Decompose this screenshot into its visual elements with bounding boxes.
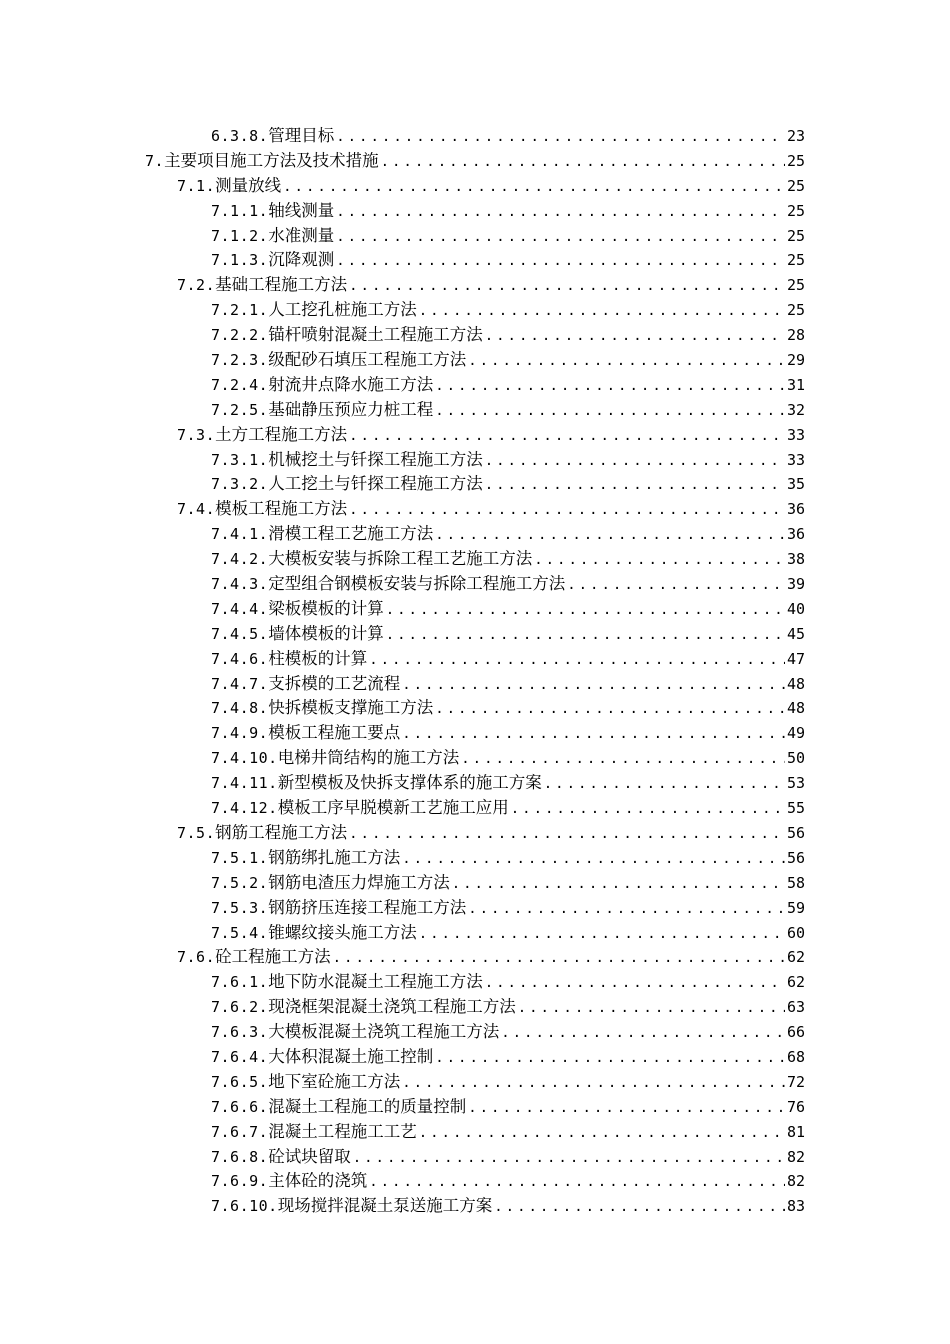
toc-entry[interactable] <box>0 273 950 298</box>
toc-entry-title: 混凝土工程施工工艺 <box>268 1121 417 1141</box>
toc-dot-leader <box>402 673 785 698</box>
toc-entry-title: 钢筋工程施工方法 <box>215 822 348 842</box>
toc-entry-title: 测量放线 <box>215 175 282 195</box>
toc-entry-page-number: 59 <box>786 898 805 917</box>
toc-entry-page-number: 39 <box>786 575 805 594</box>
toc-entry-page-number: 25 <box>786 226 805 245</box>
toc-entry-number: 7.4.8. <box>211 699 269 718</box>
toc-entry[interactable] <box>0 995 950 1020</box>
toc-entry[interactable] <box>0 348 950 373</box>
toc-entry-line <box>211 323 805 349</box>
toc-entry-title: 电梯井筒结构的施工方法 <box>277 748 460 768</box>
toc-entry[interactable] <box>0 373 950 398</box>
toc-entry-number: 7.1.2. <box>211 226 269 245</box>
toc-entry-title: 人工挖土与钎探工程施工方法 <box>268 474 483 494</box>
toc-entry-line <box>211 746 805 772</box>
toc-entry-number: 7.4. <box>177 500 216 519</box>
toc-entry-number: 7.5.1. <box>211 848 269 867</box>
toc-entry-line <box>177 945 805 971</box>
toc-entry-page-number: 35 <box>786 475 805 494</box>
toc-dot-leader <box>485 449 785 474</box>
toc-entry-title: 模板工程施工方法 <box>215 499 348 519</box>
toc-entry-number: 6.3.8. <box>211 127 269 145</box>
toc-entry[interactable] <box>0 696 950 721</box>
toc-entry-line <box>211 1169 805 1195</box>
toc-dot-leader <box>435 374 785 399</box>
toc-entry[interactable] <box>0 224 950 249</box>
toc-entry-number: 7.2.1. <box>211 301 269 320</box>
toc-entry[interactable] <box>0 423 950 448</box>
toc-entry-line <box>211 572 805 598</box>
toc-entry-line <box>211 846 805 872</box>
toc-entry-number: 7.6.9. <box>211 1172 269 1191</box>
toc-dot-leader <box>501 1021 785 1046</box>
toc-entry[interactable] <box>0 323 950 348</box>
toc-entry-title: 模板工序早脱模新工艺施工应用 <box>277 798 509 818</box>
toc-entry-number: 7.4.2. <box>211 550 269 569</box>
toc-dot-leader <box>494 1195 785 1220</box>
toc-entry-title: 现场搅拌混凝土泵送施工方案 <box>277 1196 493 1216</box>
toc-entry-line <box>211 1194 805 1220</box>
toc-dot-leader <box>283 175 785 200</box>
toc-entry-title: 基础静压预应力桩工程 <box>268 399 434 419</box>
toc-entry-title: 大体积混凝土施工控制 <box>268 1046 434 1066</box>
toc-dot-leader <box>353 1146 785 1171</box>
toc-entry-line <box>211 871 805 897</box>
toc-entry-title: 模板工程施工要点 <box>268 723 401 743</box>
toc-entry[interactable] <box>0 796 950 821</box>
toc-entry-line <box>211 298 805 324</box>
toc-entry-line <box>211 398 805 424</box>
toc-entry-page-number: 25 <box>786 276 805 295</box>
toc-entry[interactable] <box>0 846 950 871</box>
toc-entry-page-number: 49 <box>786 724 805 743</box>
toc-entry-page-number: 58 <box>786 873 805 892</box>
toc-entry[interactable] <box>0 1095 950 1120</box>
toc-entry-title: 大模板安装与拆除工程工艺施工方法 <box>268 549 533 569</box>
toc-dot-leader <box>336 225 785 250</box>
toc-entry[interactable] <box>0 597 950 622</box>
toc-entry[interactable] <box>0 672 950 697</box>
toc-entry-line <box>211 248 805 274</box>
toc-entry-line <box>211 1145 805 1171</box>
toc-dot-leader <box>419 922 785 947</box>
toc-entry-line <box>177 423 805 449</box>
toc-entry-line <box>211 597 805 623</box>
toc-entry-number: 7.5.3. <box>211 898 269 917</box>
toc-entry-title: 大模板混凝土浇筑工程施工方法 <box>268 1022 500 1042</box>
toc-entry-line <box>177 497 805 523</box>
toc-entry-page-number: 55 <box>786 799 805 818</box>
toc-entry-title: 墙体模板的计算 <box>268 623 384 643</box>
toc-entry-line <box>211 672 805 698</box>
toc-entry[interactable] <box>0 896 950 921</box>
toc-entry-number: 7.2.5. <box>211 400 269 419</box>
toc-entry-page-number: 60 <box>786 923 805 942</box>
toc-entry[interactable] <box>0 174 950 199</box>
toc-entry-title: 混凝土工程施工的质量控制 <box>268 1096 467 1116</box>
toc-entry-number: 7.2.4. <box>211 375 269 394</box>
toc-entry-title: 管理目标 <box>268 126 335 145</box>
toc-dot-leader <box>461 747 785 772</box>
toc-entry-page-number: 48 <box>786 699 805 718</box>
toc-entry-number: 7.3.2. <box>211 475 269 494</box>
toc-dot-leader <box>402 1071 785 1096</box>
toc-entry[interactable] <box>0 398 950 423</box>
toc-entry[interactable] <box>0 497 950 522</box>
toc-dot-leader <box>369 1170 785 1195</box>
toc-dot-leader <box>386 623 785 648</box>
toc-dot-leader <box>336 125 785 150</box>
toc-entry-line <box>177 821 805 847</box>
toc-entry-page-number: 31 <box>786 375 805 394</box>
toc-entry-line <box>211 622 805 648</box>
toc-entry-number: 7.4.6. <box>211 649 269 668</box>
toc-entry-title: 快拆模板支撑施工方法 <box>268 698 434 718</box>
toc-entry[interactable] <box>0 721 950 746</box>
toc-entry-page-number: 25 <box>786 251 805 270</box>
toc-entry-title: 轴线测量 <box>268 200 335 220</box>
toc-dot-leader <box>435 399 785 424</box>
toc-entry-title: 钢筋电渣压力焊施工方法 <box>268 872 450 892</box>
toc-entry[interactable] <box>0 124 950 149</box>
toc-dot-leader <box>349 424 785 449</box>
toc-entry-page-number: 32 <box>786 400 805 419</box>
toc-entry-title: 锥螺纹接头施工方法 <box>268 922 417 942</box>
toc-entry-number: 7.4.10. <box>211 749 278 768</box>
toc-entry-line <box>211 796 805 822</box>
toc-entry-title: 机械挖土与钎探工程施工方法 <box>268 449 483 469</box>
toc-entry-title: 主体砼的浇筑 <box>268 1171 368 1191</box>
toc-entry-line <box>211 696 805 722</box>
toc-entry[interactable] <box>0 921 950 946</box>
toc-entry-page-number: 53 <box>786 774 805 793</box>
toc-entry[interactable] <box>0 1045 950 1070</box>
toc-entry-number: 7.6.2. <box>211 998 269 1017</box>
toc-dot-leader <box>386 598 785 623</box>
toc-entry[interactable] <box>0 622 950 647</box>
toc-dot-leader <box>435 523 785 548</box>
toc-entry-number: 7.3.1. <box>211 450 269 469</box>
toc-entry-page-number: 38 <box>786 550 805 569</box>
toc-entry-title: 主要项目施工方法及技术措施 <box>164 150 379 170</box>
toc-entry-page-number: 48 <box>786 674 805 693</box>
toc-entry[interactable] <box>0 472 950 497</box>
toc-dot-leader <box>435 1046 785 1071</box>
toc-entry[interactable] <box>0 1194 950 1219</box>
toc-entry-number: 7. <box>145 151 165 170</box>
toc-entry-number: 7.2. <box>177 276 216 295</box>
toc-entry-page-number: 63 <box>786 998 805 1017</box>
toc-entry-line <box>211 522 805 548</box>
toc-dot-leader <box>567 573 785 598</box>
toc-entry-title: 砼试块留取 <box>268 1146 351 1166</box>
toc-entry-title: 水准测量 <box>268 225 335 245</box>
toc-entry[interactable] <box>0 572 950 597</box>
toc-dot-leader <box>534 548 785 573</box>
toc-entry-page-number: 29 <box>786 351 805 370</box>
toc-dot-leader <box>468 349 785 374</box>
toc-entry-page-number: 25 <box>786 151 805 170</box>
toc-entry-page-number: 33 <box>786 450 805 469</box>
toc-entry-number: 7.5.2. <box>211 873 269 892</box>
toc-entry-line <box>211 224 805 250</box>
toc-entry-page-number: 82 <box>786 1147 805 1166</box>
toc-entry-page-number: 36 <box>786 500 805 519</box>
toc-entry-number: 7.4.11. <box>211 774 278 793</box>
toc-entry-line <box>211 348 805 374</box>
toc-entry-line <box>145 149 805 175</box>
toc-entry[interactable] <box>0 199 950 224</box>
toc-entry-title: 土方工程施工方法 <box>215 424 348 444</box>
toc-entry-number: 7.4.12. <box>211 799 278 818</box>
toc-entry-title: 梁板模板的计算 <box>268 598 384 618</box>
toc-entry-number: 7.2.2. <box>211 326 269 345</box>
toc-entry-number: 7.3. <box>177 425 216 444</box>
toc-entry[interactable] <box>0 1020 950 1045</box>
toc-entry-number: 7.6.5. <box>211 1072 269 1091</box>
toc-entry-number: 7.4.4. <box>211 599 269 618</box>
toc-entry-number: 7.4.3. <box>211 575 269 594</box>
toc-entry-title: 钢筋绑扎施工方法 <box>268 847 401 867</box>
toc-entry[interactable] <box>0 771 950 796</box>
toc-entry[interactable] <box>0 149 950 174</box>
toc-entry-title: 柱模板的计算 <box>268 648 368 668</box>
toc-dot-leader <box>349 822 785 847</box>
toc-entry-line <box>211 896 805 922</box>
toc-dot-leader <box>468 1096 785 1121</box>
toc-entry-title: 滑模工程工艺施工方法 <box>268 524 434 544</box>
toc-entry-number: 7.6. <box>177 948 216 967</box>
toc-entry-line <box>211 1095 805 1121</box>
toc-entry[interactable] <box>0 821 950 846</box>
toc-entry[interactable] <box>0 1169 950 1194</box>
toc-entry-title: 基础工程施工方法 <box>215 275 348 295</box>
toc-entry[interactable] <box>0 945 950 970</box>
toc-entry-title: 地下室砼施工方法 <box>268 1071 401 1091</box>
table-of-contents <box>0 124 950 1219</box>
toc-dot-leader <box>419 1121 785 1146</box>
toc-dot-leader <box>452 872 785 897</box>
toc-entry-line <box>177 174 805 200</box>
toc-dot-leader <box>485 473 785 498</box>
toc-entry[interactable] <box>0 248 950 273</box>
toc-entry-line <box>211 1045 805 1071</box>
toc-entry-page-number: 47 <box>786 649 805 668</box>
toc-entry-line <box>211 721 805 747</box>
toc-entry-number: 7.1.1. <box>211 201 269 220</box>
toc-entry-line <box>211 448 805 474</box>
toc-entry-page-number: 62 <box>786 948 805 967</box>
toc-entry-page-number: 36 <box>786 525 805 544</box>
toc-dot-leader <box>485 971 785 996</box>
toc-entry[interactable] <box>0 647 950 672</box>
toc-entry-number: 7.1. <box>177 176 216 195</box>
toc-dot-leader <box>419 299 785 324</box>
toc-entry-page-number: 33 <box>786 425 805 444</box>
toc-entry-line <box>211 373 805 399</box>
toc-dot-leader <box>485 324 785 349</box>
toc-entry-page-number: 25 <box>786 301 805 320</box>
toc-entry-line <box>177 273 805 299</box>
toc-entry-number: 7.6.1. <box>211 973 269 992</box>
toc-entry-line <box>211 970 805 996</box>
toc-dot-leader <box>349 274 785 299</box>
toc-dot-leader <box>402 847 785 872</box>
toc-entry-page-number: 62 <box>786 973 805 992</box>
toc-dot-leader <box>349 498 785 523</box>
toc-entry-title: 沉降观测 <box>268 250 335 270</box>
toc-entry-title: 射流井点降水施工方法 <box>268 374 434 394</box>
toc-entry[interactable] <box>0 1120 950 1145</box>
toc-entry-title: 定型组合钢模板安装与拆除工程施工方法 <box>268 574 566 594</box>
toc-entry[interactable] <box>0 871 950 896</box>
toc-dot-leader <box>381 150 785 175</box>
toc-entry-line <box>211 124 805 150</box>
toc-entry-page-number: 83 <box>786 1197 805 1216</box>
toc-entry-title: 地下防水混凝土工程施工方法 <box>268 972 483 992</box>
toc-entry-line <box>211 921 805 947</box>
toc-entry-line <box>211 771 805 797</box>
toc-entry-page-number: 81 <box>786 1122 805 1141</box>
toc-entry[interactable] <box>0 970 950 995</box>
toc-entry[interactable] <box>0 298 950 323</box>
toc-entry-page-number: 82 <box>786 1172 805 1191</box>
toc-entry-number: 7.6.3. <box>211 1023 269 1042</box>
toc-entry-number: 7.6.7. <box>211 1122 269 1141</box>
toc-dot-leader <box>435 697 785 722</box>
toc-entry-page-number: 50 <box>786 749 805 768</box>
toc-entry-page-number: 45 <box>786 624 805 643</box>
toc-entry-title: 支拆模的工艺流程 <box>268 673 401 693</box>
toc-entry-number: 7.1.3. <box>211 251 269 270</box>
toc-dot-leader <box>333 946 785 971</box>
toc-entry-title: 人工挖孔桩施工方法 <box>268 300 417 320</box>
toc-entry[interactable] <box>0 522 950 547</box>
toc-entry-line <box>211 547 805 573</box>
toc-entry-page-number: 56 <box>786 823 805 842</box>
toc-entry-title: 砼工程施工方法 <box>215 947 331 967</box>
toc-entry[interactable] <box>0 1145 950 1170</box>
toc-entry-line <box>211 1020 805 1046</box>
toc-dot-leader <box>336 200 785 225</box>
toc-entry-page-number: 25 <box>786 176 805 195</box>
toc-entry-line <box>211 647 805 673</box>
toc-entry-page-number: 40 <box>786 599 805 618</box>
toc-entry[interactable] <box>0 547 950 572</box>
toc-entry-number: 7.5. <box>177 823 216 842</box>
toc-entry-title: 新型模板及快拆支撑体系的施工方案 <box>277 773 542 793</box>
toc-entry-title: 现浇框架混凝土浇筑工程施工方法 <box>268 997 516 1017</box>
toc-entry-number: 7.6.6. <box>211 1097 269 1116</box>
toc-dot-leader <box>336 249 785 274</box>
toc-entry-page-number: 76 <box>786 1097 805 1116</box>
toc-entry-page-number: 68 <box>786 1047 805 1066</box>
toc-entry-page-number: 23 <box>786 127 805 145</box>
toc-dot-leader <box>468 897 785 922</box>
toc-entry[interactable] <box>0 1070 950 1095</box>
toc-entry-number: 7.4.7. <box>211 674 269 693</box>
toc-entry-page-number: 25 <box>786 201 805 220</box>
toc-entry-title: 钢筋挤压连接工程施工方法 <box>268 897 467 917</box>
toc-entry-number: 7.4.9. <box>211 724 269 743</box>
toc-entry[interactable] <box>0 448 950 473</box>
toc-entry-page-number: 72 <box>786 1072 805 1091</box>
toc-dot-leader <box>511 797 785 822</box>
toc-entry-number: 7.4.1. <box>211 525 269 544</box>
toc-entry-number: 7.4.5. <box>211 624 269 643</box>
toc-entry-title: 级配砂石填压工程施工方法 <box>268 350 467 370</box>
toc-dot-leader <box>544 772 785 797</box>
toc-dot-leader <box>369 648 785 673</box>
toc-entry-number: 7.6.8. <box>211 1147 269 1166</box>
toc-entry-line <box>211 1070 805 1096</box>
toc-dot-leader <box>518 996 785 1021</box>
toc-entry-number: 7.5.4. <box>211 923 269 942</box>
toc-entry-line <box>211 472 805 498</box>
toc-dot-leader <box>402 722 785 747</box>
toc-entry-number: 7.6.10. <box>211 1197 278 1216</box>
toc-entry-line <box>211 995 805 1021</box>
toc-entry-page-number: 56 <box>786 848 805 867</box>
toc-entry-line <box>211 199 805 225</box>
toc-entry-title: 锚杆喷射混凝土工程施工方法 <box>268 325 483 345</box>
toc-entry-page-number: 66 <box>786 1023 805 1042</box>
toc-entry-number: 7.2.3. <box>211 351 269 370</box>
toc-entry-page-number: 28 <box>786 326 805 345</box>
toc-entry[interactable] <box>0 746 950 771</box>
toc-entry-line <box>211 1120 805 1146</box>
toc-entry-number: 7.6.4. <box>211 1047 269 1066</box>
